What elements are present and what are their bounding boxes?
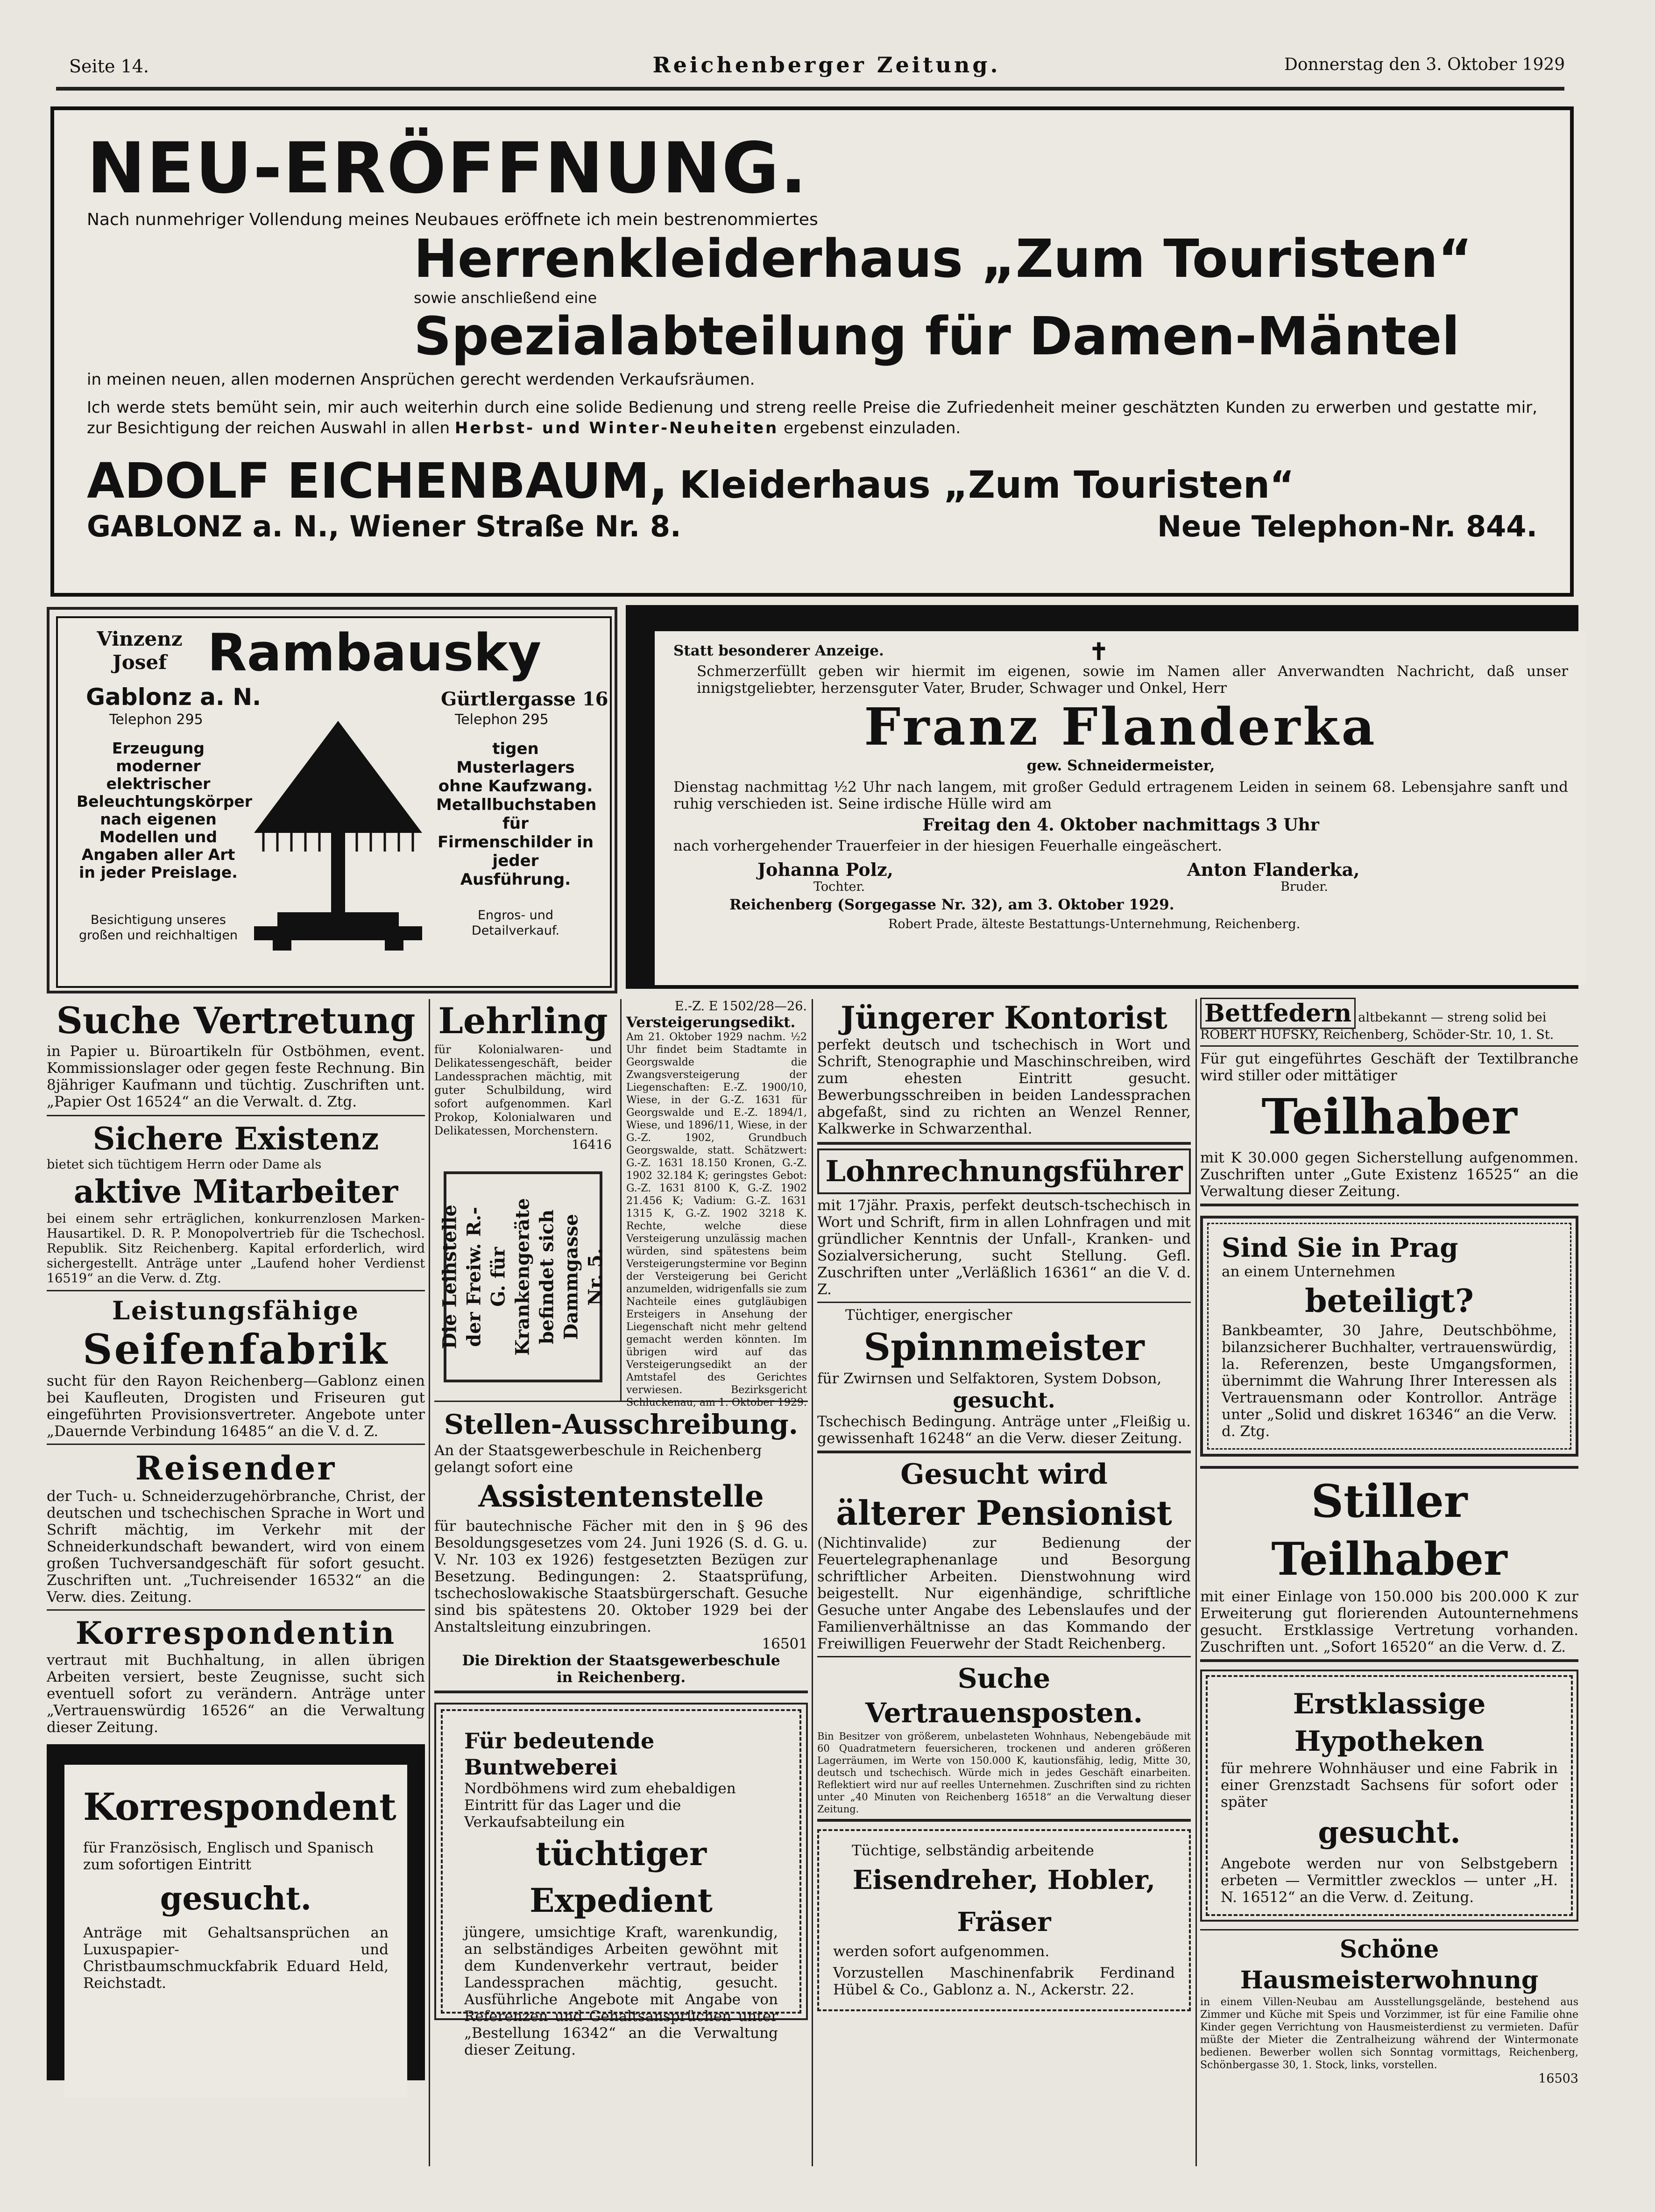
ad-title: Stiller Teilhaber <box>1271 1475 1507 1585</box>
obituary-sign1: Johanna Polz, <box>757 859 893 880</box>
eichenbaum-line1: Herrenkleiderhaus „Zum Touristen“ <box>414 229 1472 289</box>
ad-stiller-teilhaber <box>1200 1466 1578 1662</box>
ad-leihstelle <box>439 1171 607 1382</box>
ad-subtitle: an einem Unternehmen <box>1222 1263 1395 1280</box>
ad-text-end: Anträge mit Gehaltsansprüchen an Luxuspapier- und Christbaumschmuckfabrik Eduard Held, Reichstadt. <box>83 1924 389 1992</box>
ad-text: der Tuch- u. Schneiderzugehörbranche, Christ, der deutschen und tschechischen Sprache in Wort und Schrift mächtig, im Verkehr mit der Schneiderkundschaft bewandert, wird von einem großen Tuchversandgeschäft für sofort gesucht. Zuschriften unt. „Tuchreisender 16532“ an die Verw. dies. Zeitung. <box>47 1488 425 1606</box>
column-divider <box>812 999 813 2166</box>
ad-prag <box>1200 1216 1578 1457</box>
ad-title: Versteigerungsedikt. <box>626 1014 796 1031</box>
ad-title: Für bedeutende Buntweberei <box>464 1728 655 1780</box>
ad-title: Korrespondent <box>83 1785 396 1829</box>
lamp-illustration <box>245 712 431 954</box>
ad-text: vertraut mit Buchhaltung, in allen übrigen Arbeiten versiert, beste Zeugnisse, sucht sich eventuell sofort zu verändern. Anträge unter „Vertrauenswürdig 16526“ an die Verwaltung dieser Zeitung. <box>47 1652 425 1736</box>
issue-date: Donnerstag den 3. Oktober 1929 <box>1284 55 1565 74</box>
column-divider <box>1195 999 1197 2166</box>
ad-subtitle: Tüchtiger, energischer <box>845 1307 1012 1324</box>
eichenbaum-small3: in meinen neuen, allen modernen Ansprüchen gerecht werdenden Verkaufsräumen. <box>87 370 755 389</box>
obituary-frame <box>626 605 1578 989</box>
ad-title: Leistungsfähige <box>112 1296 360 1325</box>
column-divider <box>429 999 430 2166</box>
ad-title: Lohnrechnungsführer <box>817 1148 1191 1194</box>
ad-suche-vertretung <box>47 999 425 1116</box>
ad-highlight: gesucht. <box>160 1880 312 1917</box>
ad-title: Bettfedern <box>1200 998 1356 1029</box>
column-4 <box>1200 999 1578 2166</box>
ad-bettfedern <box>1200 999 1578 1047</box>
rambausky-left-text: Erzeugung moderner elektrischer Beleuchtungskörper nach eigenen Modellen und Angaben aller Art in jeder Preislage. <box>77 739 253 881</box>
ad-text: Nordböhmens wird zum ehebaldigen Eintritt für das Lager und die Verkaufsabteilung ein <box>464 1780 736 1831</box>
column-3 <box>817 999 1191 2166</box>
eichenbaum-phone: Neue Telephon-Nr. 844. <box>1157 509 1537 543</box>
obituary-text3: nach vorhergehender Trauerfeier in der hiesigen Feuerhalle eingeäschert. <box>673 838 1222 854</box>
obituary-notice <box>655 631 1587 985</box>
eichenbaum-ad <box>50 106 1574 597</box>
ad-text: mit einer Einlage von 150.000 bis 200.000 K zur Erweiterung gut florierenden Autounternehmens gesucht. Erstklassige Vertretung vorhanden. Zuschriften unt. „Sofort 16520“ an die Verw. d. Z. <box>1200 1588 1578 1655</box>
ad-highlight: tüchtiger Expedient <box>530 1834 713 1920</box>
eichenbaum-body-bold: Herbst- und Winter-Neuheiten <box>454 419 779 437</box>
ad-hypotheken <box>1200 1670 1578 1922</box>
eichenbaum-intro: Nach nunmehriger Vollendung meines Neubaues eröffnete ich mein bestrenommiertes <box>87 210 818 229</box>
rambausky-phone-left: Telephon 295 <box>109 712 203 728</box>
eichenbaum-name-row <box>87 452 1537 509</box>
eichenbaum-line2: Spezialabteilung für Damen-Mäntel <box>414 306 1460 367</box>
ad-text: für Kolonialwaren- und Delikatessengeschäft, beider Landessprachen mächtig, mit guter Schulbildung, wird sofort aufgenommen. Karl Prokop, Kolonialwaren und Delikatessen, Morchenstern. <box>434 1043 612 1137</box>
ad-text: Bankbeamter, 30 Jahre, Deutschböhme, bilanzsicherer Buchhalter, vertrauenswürdig, la. Referenzen, beste Umgangsformen, übernimmt die Wahrung Ihrer Interessen als Vertrauensmann oder Kontrollor. Anträge unter „Solid und diskret 16346“ an die Verw. d. Ztg. <box>1222 1322 1557 1440</box>
ad-text: bei einem sehr erträglichen, konkurrenzlosen Marken-Hausartikel. D. R. P. Monopolvertrieb für die Tschechosl. Republik. Sitz Reichenberg. Kapital erforderlich, wird sichergestellt. Anträge unter „Laufend hoher Verdienst 16519“ an die Verw. d. Ztg. <box>47 1212 425 1286</box>
ad-text: mit 17jähr. Praxis, perfekt deutsch-tschechisch in Wort und Schrift, firm in allen Lohnfragen und mit gründlicher Kenntnis der Unfall-, Kranken- und Sozialversicherung, sucht Stellung. Gefl. Zuschriften unter „Verläßlich 16361“ an die V. d. Z. <box>817 1197 1191 1298</box>
ad-text-end: mit K 30.000 gegen Sicherstellung aufgenommen. Zuschriften unter „Gute Existenz 16525“ an die Verwaltung dieser Zeitung. <box>1200 1149 1578 1200</box>
eichenbaum-name: ADOLF EICHENBAUM, <box>87 452 668 509</box>
ad-highlight: gesucht. <box>953 1388 1055 1413</box>
rambausky-first: Vinzenz Josef <box>97 627 183 674</box>
rambausky-ad <box>47 607 617 993</box>
ad-reisender <box>47 1445 425 1611</box>
ad-number: 16416 <box>572 1138 612 1152</box>
ad-seifenfabrik <box>47 1291 425 1445</box>
ad-text: in einem Villen-Neubau am Ausstellungsgelände, bestehend aus Zimmer und Küche mit Speis und Vorzimmer, ist für eine Familie ohne Kinder gegen Verrichtung von Hausmeisterdienst zu vermieten. Dafür müßte der Mieter die Zentralheizung während der Wintermonate bedienen. Bewerber wollen sich Sonntag vormittags, Reichenberg, Schönbergasse 30, 1. Stock, links, vorstellen. <box>1200 1996 1578 2071</box>
rambausky-right-small: Engros- und Detailverkauf. <box>471 908 560 938</box>
eichenbaum-headline: NEU-ERÖFFNUNG. <box>87 128 808 209</box>
ad-title: Reisender <box>135 1449 337 1487</box>
obituary-cross: ✝ <box>1089 638 1109 665</box>
ad-title: Sind Sie in Prag <box>1222 1233 1458 1263</box>
ad-text-end: Tschechisch Bedingung. Anträge unter „Fleißig u. gewissenhaft 16248“ an die Verw. dieser Zeitung. <box>817 1413 1191 1447</box>
leihstelle-text: Die Leihstelle der Freiw. R.-G. für Krankengeräte befindet sich Dammgasse Nr. 5. <box>439 1198 607 1356</box>
ad-buntweberei <box>434 1703 808 2058</box>
obituary-place: Reichenberg (Sorgegasse Nr. 32), am 3. Oktober 1929. <box>729 896 1174 913</box>
ad-text: (Nichtinvalide) zur Bedienung der Feuertelegraphenanlage und Besorgung schriftlicher Arbeiten. Dienstwohnung wird beigestellt. Nur eigenhändige, schriftliche Gesuche unter Angabe des Lebenslaufes und der Familienverhältnisse an das Kommando der Freiwilligen Feuerwehr der Stadt Reichenberg. <box>817 1535 1191 1652</box>
ad-text: für mehrere Wohnhäuser und eine Fabrik in einer Grenzstadt Sachsens für sofort oder später <box>1221 1760 1558 1810</box>
rambausky-name: Rambausky <box>207 623 542 683</box>
ad-text: sucht für den Rayon Reichenberg—Gablonz einen bei Kaufleuten, Drogisten und Friseuren gut eingeführten Provisionsvertreter. Angebote unter „Dauernde Verbindung 16485“ an die V. d. Z. <box>47 1373 425 1440</box>
rambausky-phone-right: Telephon 295 <box>455 712 549 728</box>
ad-text: für Französisch, Englisch und Spanisch zum sofortigen Eintritt <box>83 1839 374 1873</box>
ad-hausmeisterwohnung <box>1200 1929 1578 2086</box>
ad-signature: Die Direktion der Staatsgewerbeschule in Reichenberg. <box>462 1652 780 1686</box>
ad-versteigerungsedikt <box>620 999 807 1409</box>
eichenbaum-body-text: Ich werde stets bemüht sein, mir auch weiterhin durch eine solide Bedienung und streng reelle Preise die Zufriedenheit meiner geschätzten Kunden zu erwerben und gestatte mir, zur Besichtigung der reichen Auswahl in allen <box>87 398 1537 437</box>
ad-highlight: gesucht. <box>1318 1815 1461 1850</box>
header-rule <box>56 87 1564 91</box>
ad-vertrauensposten <box>817 1657 1191 1822</box>
rambausky-right-text: tigen Musterlagers ohne Kaufzwang. Metallbuchstaben für Firmenschilder in jeder Ausführung. <box>436 740 597 889</box>
ad-title: Korrespondentin <box>75 1615 396 1651</box>
page-number: Seite 14. <box>69 56 149 77</box>
obituary-sign1-role: Tochter. <box>813 880 865 894</box>
ad-title: Lehrling <box>438 1000 608 1042</box>
ad-sichere-existenz <box>47 1116 425 1291</box>
ad-lohnrechnungsfuehrer <box>817 1145 1191 1303</box>
ad-kontorist <box>817 999 1191 1145</box>
ad-highlight: Eisendreher, Hobler, Fräser <box>852 1865 1156 1937</box>
ad-title: Jüngerer Kontorist <box>841 1000 1167 1036</box>
rambausky-street: Gürtlergasse 16 <box>441 688 608 710</box>
obituary-text1: Schmerzerfüllt geben wir hiermit im eigenen, sowie im Namen aller Anverwandten Nachricht, daß unser innigstgeliebter, herzensguter Vater, Bruder, Schwager und Onkel, Herr <box>697 663 1568 697</box>
ad-title: Sichere Existenz <box>92 1120 379 1157</box>
eichenbaum-address: GABLONZ a. N., Wiener Straße Nr. 8. <box>87 509 681 543</box>
ad-title: Stellen-Ausschreibung. <box>444 1409 798 1440</box>
ad-text: für Zwirnsen und Selfaktoren, System Dobson, <box>817 1370 1162 1387</box>
eichenbaum-name-tail: Kleiderhaus „Zum Touristen“ <box>679 463 1294 507</box>
obituary-sign2: Anton Flanderka, <box>1187 859 1360 880</box>
eichenbaum-small2: sowie anschließend eine <box>414 289 597 307</box>
obituary-name: Franz Flanderka <box>864 697 1378 757</box>
ad-text: Am 21. Oktober 1929 nachm. ½2 Uhr findet beim Stadtamte in Georgswalde die Zwangsversteigerung der Liegenschaften: E.-Z. 1900/10, Wiese, in der G.-Z. 1631 für Georgswalde und E.-Z. 1894/1, Wiese, und 1896/11, Wiese, in der G.-Z. 1902, Grundbuch Georgswalde, statt. Schätzwert: G.-Z. 1631 18.150 Kronen, G.-Z. 1902 32.184 K; geringstes Gebot: G.-Z. 1631 8100 K, G.-Z. 1902 21.456 K; Vadium: G.-Z. 1631 1315 K, G.-Z. 1902 3218 K. Rechte, welche diese Versteigerung unzulässig machen würden, sind spätestens beim Versteigerungstermine vor Beginn der Versteigerung bei Gericht anzumelden, widrigenfalls sie zum Nachteile eines gutgläubigen Ersteigers in Ansehung der Liegenschaft nicht mehr geltend gemacht werden könnten. Im übrigen wird auf das Versteigerungsedikt an der Amtstafel des Gerichtes verwiesen. Bezirksgericht Schluckenau, am 1. Oktober 1929. <box>626 1031 807 1409</box>
ad-text: An der Staatsgewerbeschule in Reichenberg gelangt sofort eine <box>434 1442 762 1476</box>
ad-title: Spinnmeister <box>863 1325 1145 1369</box>
ad-highlight: älterer Pensionist <box>836 1493 1172 1533</box>
ad-text: altbekannt — streng solid bei ROBERT HUFSKY, Reichenberg, Schöder-Str. 10, 1. St. <box>1200 1010 1554 1042</box>
ad-number: 16503 <box>1538 2071 1578 2086</box>
rambausky-left-small: Besichtigung unseres großen und reichhaltigen <box>78 913 238 943</box>
ad-lehrling <box>434 999 612 1382</box>
ad-highlight: aktive Mitarbeiter <box>73 1173 398 1211</box>
ad-highlight: Assistentenstelle <box>478 1479 764 1514</box>
ad-highlight: Teilhaber <box>1261 1088 1517 1145</box>
ad-text-end: Vorzustellen Maschinenfabrik Ferdinand Hübel & Co., Gablonz a. N., Ackerstr. 22. <box>833 1965 1175 1998</box>
ad-text: für bautechnische Fächer mit den in § 96 des Besoldungsgesetzes vom 24. Juni 1926 (S. d. G. u. V. Nr. 103 ex 1926) festgesetzten Bezügen zur Besetzung. Bedingungen: 2. Staatsprüfung, tschechoslowakische Staatsbürgerschaft. Gesuche sind bis spätestens 20. Oktober 1929 bei der Anstaltsleitung einzubringen. <box>434 1518 808 1635</box>
obituary-text2: Dienstag nachmittag ½2 Uhr nach langem, mit großer Geduld ertragenem Leiden in seinem 68. Lebensjahre sanft und ruhig verschieden ist. Seine irdische Hülle wird am <box>673 779 1568 812</box>
ad-subtitle: bietet sich tüchtigem Herrn oder Dame als <box>47 1157 322 1172</box>
ad-spinnmeister <box>817 1303 1191 1453</box>
ad-text-end: Angebote werden nur von Selbstgebern erbeten — Vermittler zwecklos — unter „H. N. 16512“ an die Verw. d. Zeitung. <box>1221 1855 1558 1906</box>
obituary-top: Statt besonderer Anzeige. <box>673 642 884 659</box>
ad-reference: E.-Z. E 1502/28—26. <box>674 999 807 1014</box>
ad-text: perfekt deutsch und tschechisch in Wort und Schrift, Stenographie und Maschinschreiben, wird zum ehesten Eintritt gesucht. Bewerbungsschreiben in beiden Landessprachen abgefaßt, sind zu richten an Wenzel Renner, Kalkwerke in Schwarzenthal. <box>817 1036 1191 1137</box>
obituary-profession: gew. Schneidermeister, <box>1026 757 1215 774</box>
ad-title: Suche Vertrauensposten. <box>865 1663 1143 1729</box>
obituary-footer: Robert Prade, älteste Bestattungs-Unternehmung, Reichenberg. <box>888 917 1301 931</box>
ad-text: in Papier u. Büroartikeln für Ostböhmen, event. Kommissionslager oder gegen feste Rechnung. Bin 8jähriger Kaufmann und tüchtig. Zuschriften unt. „Papier Ost 16524“ an die Verwalt. d. Ztg. <box>47 1043 425 1110</box>
ad-stellen-ausschreibung <box>434 1402 808 1693</box>
ad-teilhaber <box>1200 1047 1578 1206</box>
ad-title: Suche Vertretung <box>56 1000 416 1042</box>
ad-eisendreher <box>817 1829 1191 2011</box>
column-1 <box>47 999 425 2166</box>
ad-subtitle: Tüchtige, selbständig arbeitende <box>852 1842 1094 1859</box>
ad-highlight: Seifenfabrik <box>83 1325 389 1374</box>
ad-text: werden sofort aufgenommen. <box>833 1943 1050 1960</box>
ad-korrespondent <box>64 1765 407 2097</box>
ad-title: Schöne Hausmeisterwohnung <box>1240 1935 1539 1994</box>
column-2 <box>434 999 808 2166</box>
ad-highlight: beteiligt? <box>1305 1282 1474 1320</box>
eichenbaum-address-row <box>87 509 1537 542</box>
ad-korrespondentin <box>47 1611 425 1744</box>
col2-top <box>434 999 808 1409</box>
eichenbaum-body <box>87 397 1537 438</box>
ad-text: Für gut eingeführtes Geschäft der Textilbranche wird stiller oder mittätiger <box>1200 1050 1578 1084</box>
obituary-signatures <box>673 859 1568 896</box>
rambausky-city: Gablonz a. N. <box>86 683 262 711</box>
ad-title: Gesucht wird <box>900 1458 1108 1491</box>
ad-pensionist <box>817 1453 1191 1657</box>
ad-title: Erstklassige Hypotheken <box>1293 1688 1486 1758</box>
newspaper-title: Reichenberger Zeitung. <box>652 52 1001 77</box>
ad-text: jüngere, umsichtige Kraft, warenkundig, an selbständiges Arbeiten gewöhnt mit dem Kundenverkehr vertraut, beider Landessprachen mächtig, gesucht. Ausführliche Angebote mit Angabe von Referenzen und Gehaltsansprüchen unter „Bestellung 16342“ an die Verwaltung dieser Zeitung. <box>464 1924 778 2058</box>
ad-number: 16501 <box>762 1635 808 1652</box>
ad-text: Bin Besitzer von größerem, unbelasteten Wohnhaus, Nebengebäude mit 60 Quadratmetern feuersicheren, trockenen und anderen größeren Lagerräumen, im Werte von 150.000 K, kautionsfähig, ledig, Mitte 30, deutsch und tschechisch. Würde mich in jedes Geschäft einarbeiten. Reflektiert wird nur auf reelles Unternehmen. Zuschriften sind zu richten unter „40 Minuten von Reichenberg 16518“ an die Verwaltung dieser Zeitung. <box>817 1731 1191 1815</box>
obituary-sign2-role: Bruder. <box>1280 880 1328 894</box>
obituary-funeral: Freitag den 4. Oktober nachmittags 3 Uhr <box>922 815 1319 835</box>
ad-korrespondent-frame <box>47 1744 425 2080</box>
eichenbaum-body-end: ergebenst einzuladen. <box>784 419 961 437</box>
